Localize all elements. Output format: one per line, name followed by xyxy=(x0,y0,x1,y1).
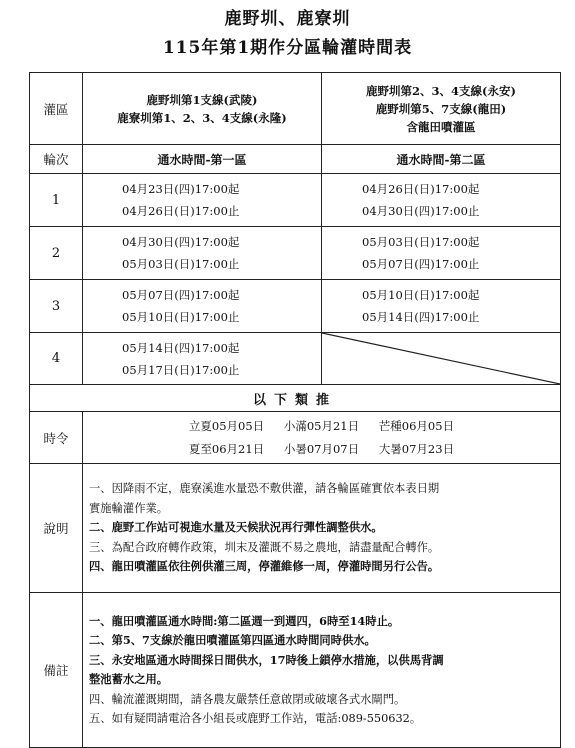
zone1-schedule xyxy=(83,174,322,227)
title-line-1: 鹿野圳、鹿寮圳 xyxy=(224,9,351,29)
remark-item: 二、第5、7支線於龍田噴灌區第四區通水時間同時供水。 xyxy=(89,633,376,647)
zone1-end: 05月03日(日)17:00止 xyxy=(122,257,240,271)
remark-item: 整池蓄水之用。 xyxy=(89,672,169,686)
solar-terms-row xyxy=(30,412,561,464)
explanation-row xyxy=(30,464,561,593)
explanation-item: 三、為配合政府轉作政策，圳末及灌溉不易之農地，請盡量配合轉作。 xyxy=(89,540,440,554)
zone1-start: 04月30日(四)17:00起 xyxy=(122,235,240,249)
remarks-list xyxy=(83,593,561,748)
zone2-line-3: 含龍田噴灌區 xyxy=(406,119,476,134)
zone1-line-2: 鹿寮圳第1、2、3、4支線(永隆) xyxy=(117,110,287,125)
zone1-start: 05月14日(四)17:00起 xyxy=(122,340,240,355)
zone1-start: 04月23日(四)17:00起 xyxy=(122,182,240,196)
round-row-4 xyxy=(30,333,561,385)
diagonal-line xyxy=(322,333,560,384)
remark-item: 一、龍田噴灌區通水時間:第二區週一到週四，6時至14時止。 xyxy=(89,613,400,628)
zone2-schedule xyxy=(322,280,561,333)
zone1-header xyxy=(83,73,322,145)
follow-label: 以下類推 xyxy=(30,385,561,412)
round-label: 輪次 xyxy=(30,145,83,174)
zone1-start: 05月07日(四)17:00起 xyxy=(122,288,240,302)
remark-item: 三、永安地區通水時間採日間供水，17時後上鎖停水措施，以供馬背調 xyxy=(89,652,444,667)
remarks-label: 備註 xyxy=(30,593,83,748)
solar-term: 大暑07月23日 xyxy=(378,441,455,456)
solar-term: 夏至06月21日 xyxy=(188,441,265,456)
zone2-start: 05月03日(日)17:00起 xyxy=(362,235,480,249)
schedule-table xyxy=(29,72,561,748)
round-header-row xyxy=(30,145,561,174)
zone2-schedule xyxy=(322,174,561,227)
zone2-start: 05月10日(日)17:00起 xyxy=(362,288,480,302)
zone2-header xyxy=(322,73,561,145)
zone2-end: 04月30日(四)17:00止 xyxy=(362,204,480,218)
explanation-item: 一、因降雨不定，鹿寮溪進水量恐不敷供灌，請各輪區確實依本表日期 xyxy=(89,482,440,496)
zone2-line-2: 鹿野圳第5、7支線(龍田) xyxy=(375,101,507,116)
round-number: 4 xyxy=(30,333,83,385)
zone2-end: 05月07日(四)17:00止 xyxy=(362,257,480,271)
zone1-end: 05月17日(日)17:00止 xyxy=(122,362,240,377)
zone1-line-1: 鹿野圳第1支線(武陵) xyxy=(146,92,258,107)
solar-term: 芒種06月05日 xyxy=(378,418,455,433)
explanation-item: 二、鹿野工作站可視進水量及天候狀況再行彈性調整供水。 xyxy=(89,520,383,535)
round-row-3 xyxy=(30,280,561,333)
explanation-list xyxy=(83,464,561,593)
zone1-end: 05月10日(日)17:00止 xyxy=(122,310,240,324)
title-line-2: 115年第1期作分區輪灌時間表 xyxy=(162,38,413,58)
solar-terms-line-1 xyxy=(83,415,560,438)
zone-label: 灌區 xyxy=(30,73,83,145)
solar-terms-label: 時令 xyxy=(30,412,83,464)
solar-term: 立夏05月05日 xyxy=(188,418,265,433)
solar-term: 小滿05月21日 xyxy=(283,418,360,433)
remark-item: 四、輪流灌溉期間，請各農友嚴禁任意啟閉或破壞各式水閘門。 xyxy=(89,692,406,706)
zone2-end: 05月14日(四)17:00止 xyxy=(362,310,480,324)
round-number: 2 xyxy=(30,227,83,280)
zone1-end: 04月26日(日)17:00止 xyxy=(122,204,240,218)
round-number: 3 xyxy=(30,280,83,333)
zone1-schedule xyxy=(83,227,322,280)
zone2-line-1: 鹿野圳第2、3、4支線(永安) xyxy=(366,83,516,98)
round-row-2 xyxy=(30,227,561,280)
solar-term: 小暑07月07日 xyxy=(283,441,360,456)
remarks-row xyxy=(30,593,561,748)
empty-diagonal-cell xyxy=(322,333,561,385)
solar-terms-list xyxy=(83,412,561,464)
zone-header-row xyxy=(30,73,561,145)
zone1-schedule xyxy=(83,333,322,385)
round-number: 1 xyxy=(30,174,83,227)
zone2-start: 04月26日(日)17:00起 xyxy=(362,182,480,196)
zone2-schedule xyxy=(322,227,561,280)
explanation-label: 說明 xyxy=(30,464,83,593)
follow-row xyxy=(30,385,561,412)
explanation-item: 四、龍田噴灌區依往例供灌三周，停灌維修一周，停灌時間另行公告。 xyxy=(89,559,440,574)
explanation-item: 實施輪灌作業。 xyxy=(89,501,169,515)
round-row-1 xyxy=(30,174,561,227)
zone2-time-header: 通水時間-第二區 xyxy=(322,145,561,174)
zone1-schedule xyxy=(83,280,322,333)
remark-item: 五、如有疑問請電洽各小組長或鹿野工作站，電話:089-550632。 xyxy=(89,712,422,725)
solar-terms-line-2 xyxy=(83,438,560,461)
zone1-time-header: 通水時間-第一區 xyxy=(83,145,322,174)
